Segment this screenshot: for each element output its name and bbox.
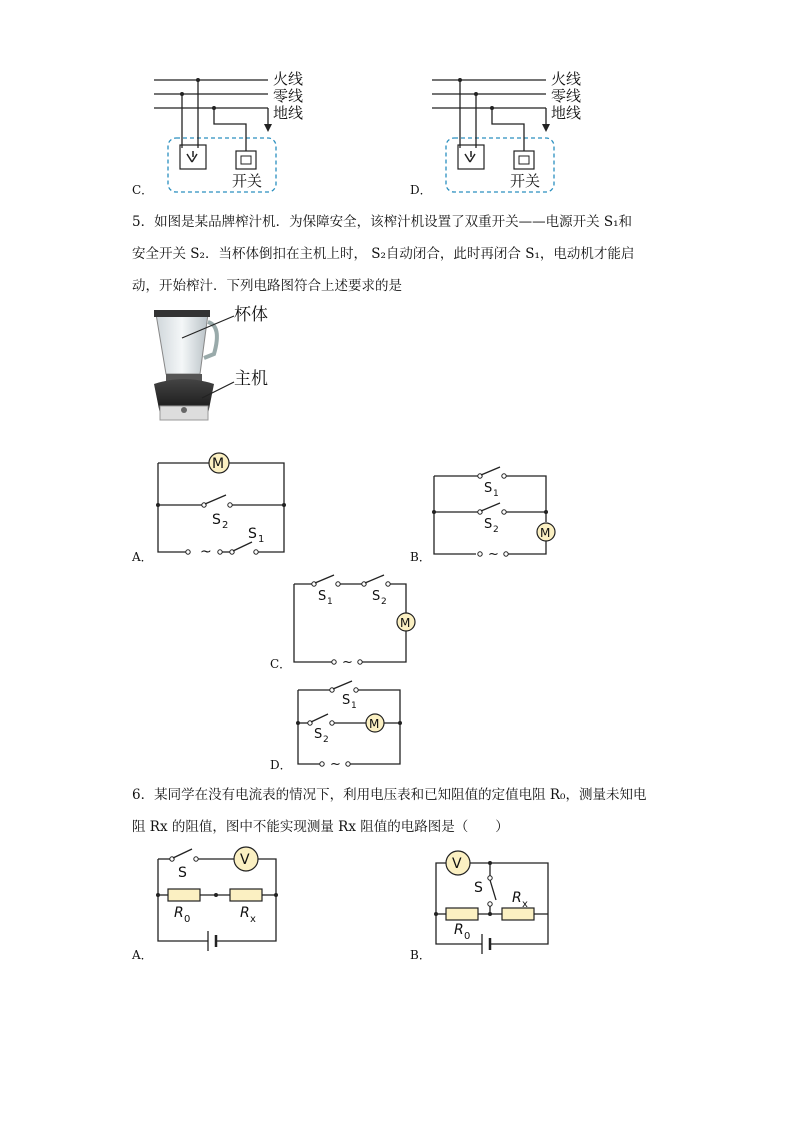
svg-text:S: S bbox=[178, 865, 187, 881]
svg-text:S: S bbox=[212, 512, 221, 528]
svg-text:0: 0 bbox=[464, 931, 471, 942]
svg-text:2: 2 bbox=[323, 735, 329, 745]
svg-text:S: S bbox=[318, 589, 327, 604]
q4-c-neutral-label: 零线 bbox=[273, 87, 304, 105]
q5-stem-line-2: 安全开关 S₂．当杯体倒扣在主机上时， S₂自动闭合，此时再闭合 S₁，电动机才能启 bbox=[132, 246, 635, 262]
svg-text:M: M bbox=[212, 456, 225, 472]
q4-option-c-diagram bbox=[150, 68, 320, 198]
juicer-base-label: 主机 bbox=[234, 369, 268, 389]
svg-text:2: 2 bbox=[381, 597, 387, 607]
svg-text:S: S bbox=[372, 589, 381, 604]
svg-text:~: ~ bbox=[200, 544, 212, 560]
svg-text:R: R bbox=[174, 905, 184, 921]
juicer-illustration bbox=[138, 302, 288, 442]
q4-c-live-label: 火线 bbox=[273, 70, 304, 88]
q5-option-a-diagram bbox=[150, 452, 300, 562]
svg-text:M: M bbox=[540, 526, 551, 540]
svg-text:0: 0 bbox=[184, 914, 191, 925]
svg-text:R: R bbox=[512, 890, 522, 906]
q5-stem-line-1: 5．如图是某品牌榨汁机．为保障安全，该榨汁机设置了双重开关——电源开关 S₁和 bbox=[132, 214, 633, 230]
q5-option-c: C． bbox=[270, 657, 292, 671]
svg-text:S: S bbox=[342, 693, 351, 708]
q5-option-c-diagram bbox=[288, 572, 418, 672]
svg-text:S: S bbox=[314, 727, 323, 742]
q4-d-switch-label: 开关 bbox=[510, 172, 541, 190]
q5-option-a: A． bbox=[132, 550, 153, 564]
q5-option-d-diagram bbox=[290, 680, 420, 770]
juicer-cup-label: 杯体 bbox=[234, 305, 268, 325]
q4-c-switch-label: 开关 bbox=[232, 172, 263, 190]
svg-text:1: 1 bbox=[258, 534, 265, 545]
q6-stem-line-1: 6．某同学在没有电流表的情况下，利用电压表和已知阻值的定值电阻 R₀，测量未知电 bbox=[132, 787, 647, 803]
svg-text:1: 1 bbox=[351, 701, 357, 711]
svg-text:S: S bbox=[248, 526, 257, 542]
q4-option-d: D． bbox=[410, 183, 432, 197]
q6-option-a-diagram bbox=[150, 845, 290, 960]
svg-text:1: 1 bbox=[327, 597, 333, 607]
svg-text:~: ~ bbox=[488, 547, 499, 562]
svg-text:x: x bbox=[522, 899, 528, 910]
q4-d-live-label: 火线 bbox=[551, 70, 582, 88]
q6-option-b-diagram bbox=[428, 848, 568, 963]
q4-c-earth-label: 地线 bbox=[273, 104, 304, 122]
svg-text:R: R bbox=[454, 922, 464, 938]
svg-text:M: M bbox=[369, 717, 380, 731]
svg-text:S: S bbox=[484, 517, 493, 532]
q5-option-d: D． bbox=[270, 758, 292, 772]
svg-text:x: x bbox=[250, 914, 256, 925]
svg-text:2: 2 bbox=[493, 525, 499, 535]
svg-text:~: ~ bbox=[342, 655, 353, 670]
q5-option-b: B． bbox=[410, 550, 431, 564]
svg-text:M: M bbox=[400, 616, 411, 630]
q6-option-b: B． bbox=[410, 948, 431, 962]
svg-text:S: S bbox=[474, 880, 483, 896]
q4-option-d-diagram bbox=[428, 68, 598, 198]
q4-option-c: C． bbox=[132, 183, 154, 197]
svg-text:V: V bbox=[452, 856, 462, 872]
q5-option-b-diagram bbox=[428, 464, 568, 564]
q5-stem-line-3: 动，开始榨汁．下列电路图符合上述要求的是 bbox=[132, 278, 402, 294]
svg-text:R: R bbox=[240, 905, 250, 921]
q4-d-earth-label: 地线 bbox=[551, 104, 582, 122]
svg-text:2: 2 bbox=[222, 520, 229, 531]
svg-text:V: V bbox=[240, 852, 250, 868]
svg-text:S: S bbox=[484, 481, 493, 496]
svg-text:~: ~ bbox=[330, 757, 341, 772]
q6-option-a: A． bbox=[132, 948, 153, 962]
q6-stem-line-2: 阻 Rx 的阻值，图中不能实现测量 Rx 阻值的电路图是（ ） bbox=[132, 819, 509, 835]
svg-text:1: 1 bbox=[493, 489, 499, 499]
q4-d-neutral-label: 零线 bbox=[551, 87, 582, 105]
